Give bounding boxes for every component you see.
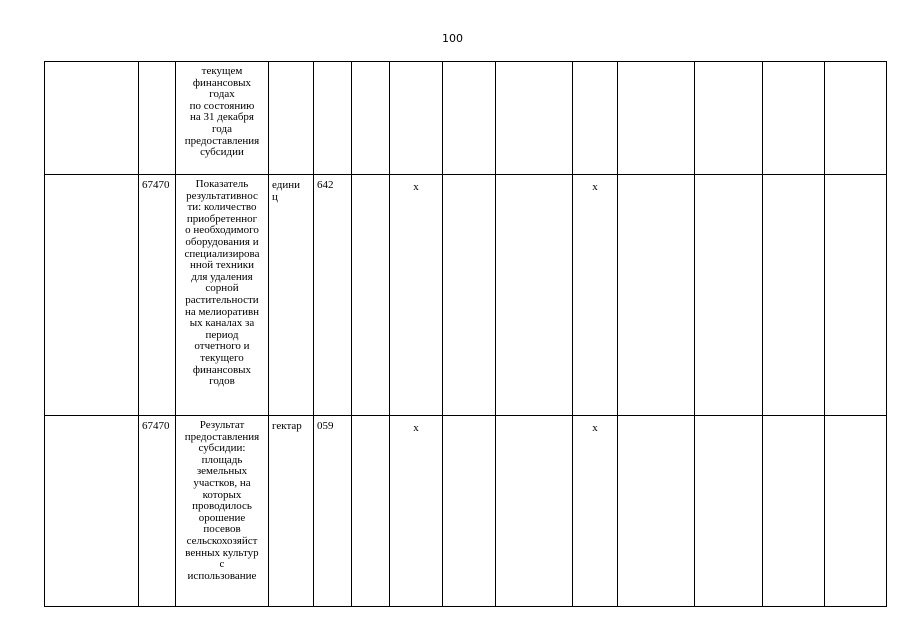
table-cell — [352, 416, 390, 607]
table-cell — [695, 416, 763, 607]
row-unit-cell: гектар — [269, 416, 314, 607]
table-cell — [618, 62, 695, 175]
table-cell — [443, 62, 496, 175]
row-mark-cell: x — [390, 175, 443, 416]
page-number: 100 — [442, 32, 463, 45]
indicator-table — [44, 61, 887, 607]
table-cell — [352, 175, 390, 416]
row-mark-cell — [390, 62, 443, 175]
row-name-cell: Показатель результативнос ти: количество приобретенног о необходимого оборудования и специализирова нной техники для удаления сорной растительности на мелиоративн ых каналах за период отчетного и текущего финансовых годов — [176, 175, 269, 416]
table-cell — [695, 175, 763, 416]
table-cell — [45, 175, 139, 416]
table-cell — [825, 416, 887, 607]
table-cell — [763, 62, 825, 175]
row-mark-cell — [573, 62, 618, 175]
row-unit-cell — [269, 62, 314, 175]
row-mark-cell: x — [573, 175, 618, 416]
row-name-cell: текущем финансовых годах по состоянию на 31 декабря года предоставления субсидии — [176, 62, 269, 175]
table-cell — [45, 416, 139, 607]
row-okei-cell: 642 — [314, 175, 352, 416]
table-row — [45, 175, 887, 416]
row-okei-cell — [314, 62, 352, 175]
table-cell — [496, 416, 573, 607]
row-unit-cell: едини ц — [269, 175, 314, 416]
row-code-cell: 67470 — [139, 175, 176, 416]
row-okei-cell: 059 — [314, 416, 352, 607]
table-cell — [443, 175, 496, 416]
table-cell — [763, 175, 825, 416]
table-cell — [443, 416, 496, 607]
table-cell — [763, 416, 825, 607]
table-row — [45, 416, 887, 607]
row-mark-cell: x — [390, 416, 443, 607]
row-code-cell — [139, 62, 176, 175]
row-name-cell: Результат предоставления субсидии: площадь земельных участков, на которых проводилось орошение посевов сельскохозяйст венных культур с использование — [176, 416, 269, 607]
table-cell — [825, 62, 887, 175]
table-cell — [825, 175, 887, 416]
table-cell — [695, 62, 763, 175]
table-cell — [496, 62, 573, 175]
table-row — [45, 62, 887, 175]
row-code-cell: 67470 — [139, 416, 176, 607]
table-cell — [618, 416, 695, 607]
row-mark-cell: x — [573, 416, 618, 607]
table-cell — [45, 62, 139, 175]
table-cell — [352, 62, 390, 175]
table-cell — [618, 175, 695, 416]
table-cell — [496, 175, 573, 416]
